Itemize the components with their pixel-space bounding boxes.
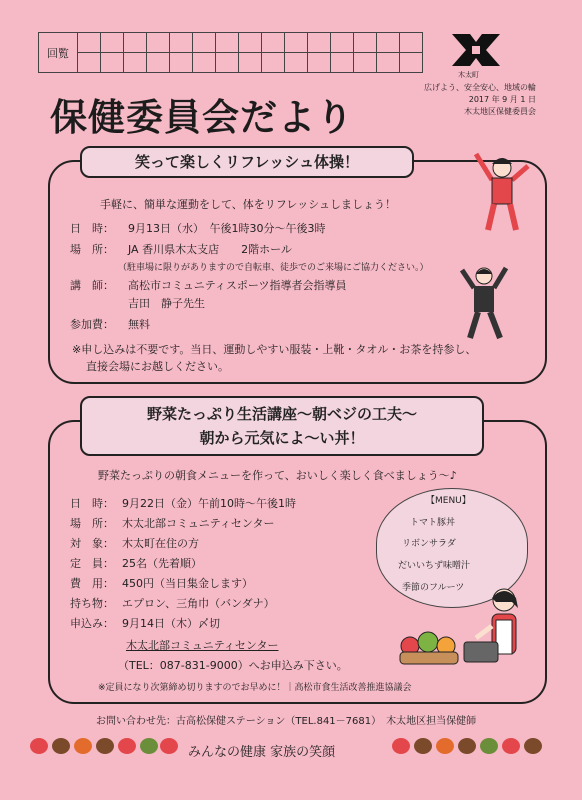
exercise-lecturer-label: 講 師： bbox=[70, 279, 114, 292]
cooking-row bbox=[70, 515, 296, 535]
row-label: 日 時： bbox=[70, 497, 114, 510]
cooking-note: ※定員になり次第締め切りますのでお早めに！｜高松市食生活改善推進協議会 bbox=[98, 683, 412, 693]
kita-town-logo bbox=[448, 30, 504, 74]
exercise-lecturer-name: 吉田 静子先生 bbox=[128, 297, 205, 310]
cooking-row bbox=[70, 535, 296, 555]
row-label: 対 象： bbox=[70, 537, 114, 550]
row-label: 場 所： bbox=[70, 517, 114, 530]
exercise-date: 9月13日（水） 午後1時30分～午後3時 bbox=[128, 222, 326, 235]
exercise-note-line1: ※申し込みは不要です。当日、運動しやすい服装・上靴・タオル・お茶を持参し、 bbox=[72, 343, 477, 356]
cooking-row bbox=[70, 495, 296, 515]
exercise-banner: 笑って楽しくリフレッシュ体操！ bbox=[80, 146, 414, 178]
exercise-fee-label: 参加費： bbox=[70, 318, 114, 331]
contact-info: お問い合わせ先：古高松保健ステーション（TEL.841－7681） 木太地区担当保健師 bbox=[96, 716, 477, 727]
bottom-slogan: みんなの健康 家族の笑顔 bbox=[188, 745, 336, 760]
row-value: 9月14日（木）〆切 bbox=[122, 617, 220, 630]
menu-item: リボンサラダ bbox=[402, 539, 456, 549]
menu-item: 季節のフルーツ bbox=[402, 583, 465, 593]
menu-title: 【MENU】 bbox=[426, 496, 471, 506]
issue-date: 2017 年 9 月 1 日 bbox=[468, 95, 536, 104]
row-label: 定 員： bbox=[70, 557, 114, 570]
circulation-grid bbox=[38, 32, 423, 73]
exercise-fee: 無料 bbox=[128, 318, 150, 331]
row-label: 費 用： bbox=[70, 577, 114, 590]
cooking-row bbox=[70, 595, 296, 615]
row-label: 申込み： bbox=[70, 617, 114, 630]
vegetable-row-left bbox=[30, 738, 170, 758]
cooking-banner-line1: 野菜たっぷり生活講座～朝ベジの工夫～ bbox=[146, 405, 417, 423]
cooking-intro: 野菜たっぷりの朝食メニューを作って、おいしく楽しく食べましょう～♪ bbox=[98, 469, 457, 482]
cooking-row bbox=[70, 555, 296, 575]
row-label: 持ち物： bbox=[70, 597, 114, 610]
logo-caption: 木太町 bbox=[458, 71, 479, 79]
row-value: 木太町在住の方 bbox=[122, 537, 199, 550]
cooking-woman-illustration bbox=[462, 582, 532, 674]
exercise-intro: 手軽に、簡単な運動をして、体をリフレッシュしましょう！ bbox=[100, 198, 397, 211]
exercise-place-label: 場 所： bbox=[70, 243, 114, 256]
page-title: 保健委員会だより bbox=[50, 95, 354, 139]
menu-item: トマト豚丼 bbox=[410, 518, 456, 528]
cooking-row bbox=[70, 575, 296, 595]
exercise-lecturer-org: 高松市コミュニティスポーツ指導者会指導員 bbox=[128, 279, 347, 292]
exercise-place-note: （駐車場に限りがありますので自転車、徒歩でのご来場にご協力ください。） bbox=[118, 263, 429, 273]
row-value: 9月22日（金）午前10時～午後1時 bbox=[122, 497, 296, 510]
cooking-banner bbox=[80, 396, 484, 456]
menu-item: だいいちず味噌汁 bbox=[398, 561, 471, 571]
vegetables-illustration bbox=[396, 622, 462, 666]
exercise-note-line2: 直接会場にお越しください。 bbox=[86, 360, 229, 373]
row-value: 木太北部コミュニティセンター bbox=[122, 517, 275, 530]
cooking-row bbox=[70, 615, 296, 635]
exercise-date-label: 日 時： bbox=[70, 222, 114, 235]
apply-tel: （TEL：087-831-9000）へお申込み下さい。 bbox=[118, 659, 348, 672]
row-value: 450円（当日集金します） bbox=[122, 577, 253, 590]
cooking-details bbox=[70, 495, 296, 635]
issuer: 木太地区保健委員会 bbox=[464, 107, 536, 116]
apply-place: 木太北部コミュニティセンター bbox=[126, 639, 279, 652]
stretching-man-illustration bbox=[460, 262, 516, 342]
exercise-place: JA 香川県木太支店 2階ホール bbox=[128, 243, 292, 256]
stretching-woman-illustration bbox=[470, 146, 540, 236]
cooking-banner-line2: 朝から元気によ～い丼！ bbox=[199, 429, 365, 447]
org-slogan: 広げよう、安全安心、地域の輪 bbox=[424, 83, 536, 92]
circulation-label: 回覧 bbox=[39, 33, 78, 73]
vegetable-row-right bbox=[392, 738, 552, 758]
row-value: 25名（先着順） bbox=[122, 557, 202, 570]
row-value: エプロン、三角巾（バンダナ） bbox=[122, 597, 275, 610]
